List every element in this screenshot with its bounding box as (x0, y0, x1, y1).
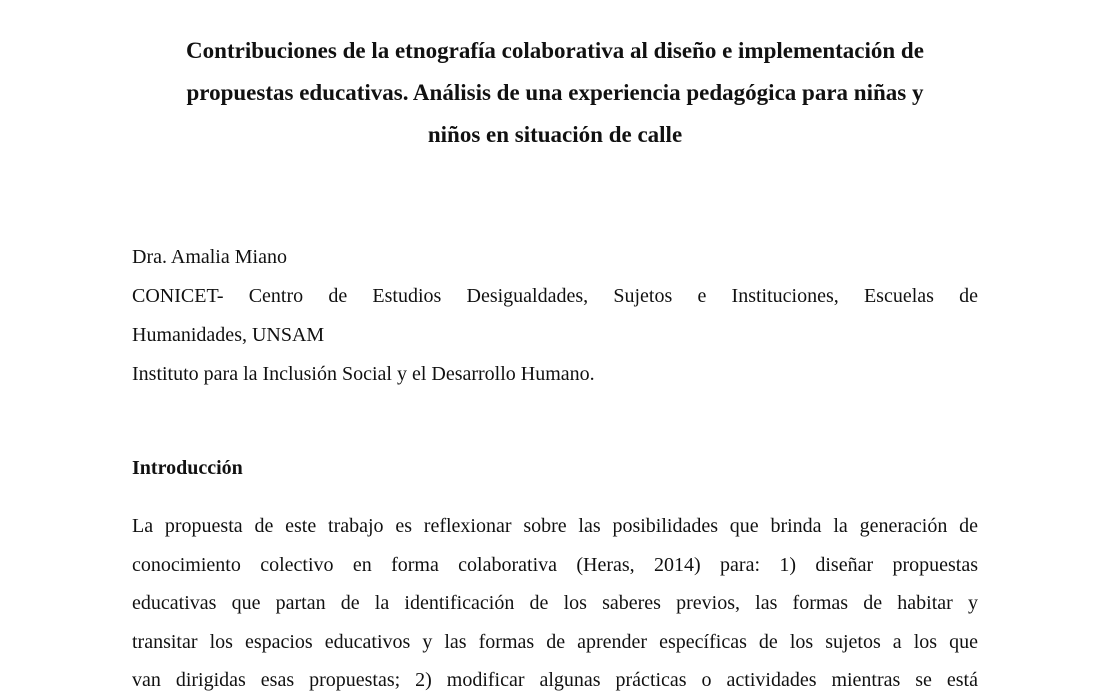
title-line-1: Contribuciones de la etnografía colaborativa al diseño e implementación de (186, 38, 924, 63)
author-name: Dra. Amalia Miano (132, 246, 287, 268)
section-body (132, 507, 978, 700)
body-line-4: transitar los espacios educativos y las formas de aprender específicas de los sujetos a los que (132, 630, 978, 653)
body-line-5: van dirigidas esas propuestas; 2) modificar algunas prácticas o actividades mientras se está (132, 669, 978, 691)
paper-title (110, 30, 1000, 156)
title-line-2: propuestas educativas. Análisis de una experiencia pedagógica para niñas y (186, 80, 924, 105)
author-block (132, 238, 978, 394)
author-institute: Instituto para la Inclusión Social y el Desarrollo Humano. (132, 363, 595, 385)
author-affiliation-line-2: Humanidades, UNSAM (132, 324, 325, 346)
author-affiliation-line-1: CONICET- Centro de Estudios Desigualdades, Sujetos e Instituciones, Escuelas de (132, 285, 978, 307)
section-heading: Introducción (132, 457, 243, 479)
body-line-2: conocimiento colectivo en forma colaborativa (Heras, 2014) para: 1) diseñar propuestas (132, 553, 978, 576)
title-line-3: niños en situación de calle (427, 122, 683, 147)
body-line-1: La propuesta de este trabajo es reflexionar sobre las posibilidades que brinda la generación de (132, 515, 978, 537)
body-line-3: educativas que partan de la identificación de los saberes previos, las formas de habitar y (132, 592, 978, 614)
